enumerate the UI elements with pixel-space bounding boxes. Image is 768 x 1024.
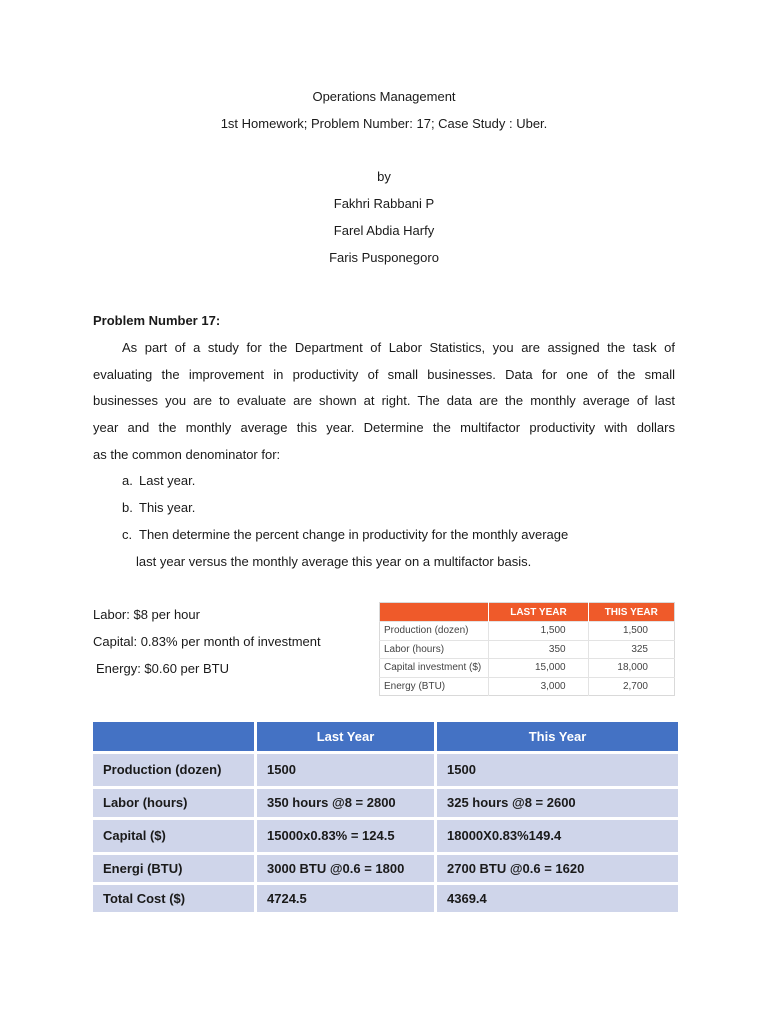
document-subtitle: 1st Homework; Problem Number: 17; Case Study : Uber. [220,116,548,131]
table-cell: Capital ($) [93,820,254,852]
table-row [380,622,675,641]
table-header-cell [93,722,254,751]
table-cell: 350 [489,640,588,659]
table-cell: 350 hours @8 = 2800 [257,789,434,817]
list-item-continuation: last year versus the monthly average this year on a multifactor basis. [136,554,532,569]
table-cell: 1,500 [489,622,588,641]
author-name: Farel Abdia Harfy [333,223,435,238]
table-header-cell: THIS YEAR [588,603,674,622]
table-row [93,820,678,852]
problem-text-line: year and the monthly average this year. Determine the multifactor productivity with dollars [93,420,675,435]
table-cell: Capital investment ($) [380,659,489,678]
table-cell: 15,000 [489,659,588,678]
table-cell: 3000 BTU @0.6 = 1800 [257,855,434,882]
capital-rate: Capital: 0.83% per month of investment [93,634,321,649]
table-row [93,855,678,882]
table-cell: 4369.4 [437,885,678,912]
table-cell: Labor (hours) [380,640,489,659]
table-cell: 325 [588,640,674,659]
table-cell: Labor (hours) [93,789,254,817]
table-header-row [380,603,675,622]
table-row [380,659,675,678]
list-item: b. This year. [122,500,196,515]
list-item: c. Then determine the percent change in productivity for the monthly average [122,527,569,542]
table-cell: Energi (BTU) [93,855,254,882]
table-cell: 2,700 [588,677,674,696]
table-row [93,789,678,817]
table-header-cell [380,603,489,622]
table-header-cell: LAST YEAR [489,603,588,622]
table-row [93,754,678,786]
table-row [380,640,675,659]
table-cell: 3,000 [489,677,588,696]
table-cell: Total Cost ($) [93,885,254,912]
table-row [93,885,678,912]
source-data-table [379,602,675,696]
problem-text-line: businesses you are to evaluate are shown at right. The data are the monthly average of last [93,393,675,408]
table-cell: 1500 [437,754,678,786]
table-cell: 18000X0.83%149.4 [437,820,678,852]
table-cell: 325 hours @8 = 2600 [437,789,678,817]
table-cell: 1,500 [588,622,674,641]
problem-text-line: as the common denominator for: [93,447,281,462]
table-cell: Energy (BTU) [380,677,489,696]
by-line: by [377,169,391,184]
document-title: Operations Management [312,89,456,104]
labor-rate: Labor: $8 per hour [93,607,200,622]
table-cell: Production (dozen) [380,622,489,641]
table-header-cell: This Year [437,722,678,751]
energy-rate: Energy: $0.60 per BTU [96,661,229,676]
problem-text-line: evaluating the improvement in productivity of small businesses. Data for one of the small [93,367,675,382]
author-name: Fakhri Rabbani P [333,196,435,211]
table-cell: Production (dozen) [93,754,254,786]
table-cell: 15000x0.83% = 124.5 [257,820,434,852]
author-name: Faris Pusponegoro [329,250,439,265]
table-cell: 2700 BTU @0.6 = 1620 [437,855,678,882]
table-header-cell: Last Year [257,722,434,751]
table-header-row [93,722,678,751]
table-cell: 4724.5 [257,885,434,912]
table-cell: 18,000 [588,659,674,678]
table-cell: 1500 [257,754,434,786]
problem-heading: Problem Number 17: [93,313,221,328]
table-row [380,677,675,696]
list-item: a. Last year. [122,473,196,488]
problem-text-line: As part of a study for the Department of Labor Statistics, you are assigned the task of [122,340,675,355]
